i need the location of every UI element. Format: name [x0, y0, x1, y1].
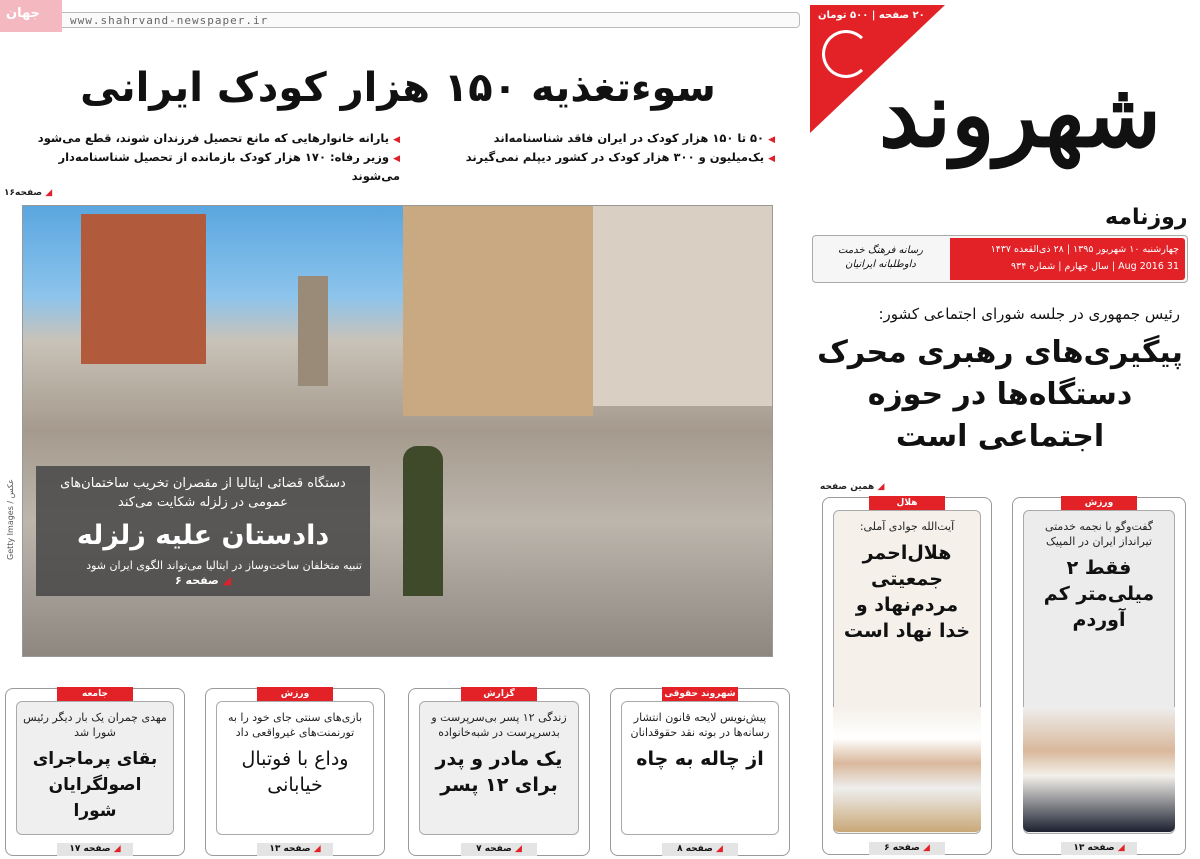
bottom-card[interactable] — [408, 688, 590, 856]
bottom-card[interactable] — [205, 688, 385, 856]
page-ref[interactable]: ◢ صفحه ۶ — [869, 842, 945, 855]
card-label: هلال — [869, 496, 945, 510]
card-kicker: مهدی چمران یک بار دیگر رئیس شورا شد — [23, 711, 167, 739]
lead-kicker: رئیس جمهوری در جلسه شورای اجتماعی کشور: — [878, 305, 1180, 323]
building — [403, 206, 593, 416]
side-card[interactable] — [822, 497, 992, 855]
page-ref[interactable]: ◢ صفحه ۱۳ — [257, 843, 333, 856]
tagline: رسانه فرهنگ خدمت داوطلبانه ایرانیان — [838, 245, 923, 270]
building — [593, 206, 773, 406]
logo-prefix: روزنامه — [1105, 205, 1188, 230]
website-url[interactable]: www.shahrvand-newspaper.ir — [70, 14, 269, 27]
card-title: وداع با فوتبال خیابانی — [241, 748, 349, 796]
card-kicker: زندگی ۱۲ پسر بی‌سرپرست و بدسرپرست در شبه‌خانواده — [431, 711, 567, 739]
subpoint: ◀ وزیر رفاه: ۱۷۰ هزار کودک بازمانده از تحصیل شناسنامه‌دار می‌شوند — [20, 149, 400, 185]
watermark-logo: جهان — [0, 0, 62, 32]
caption-sub: تنبیه متخلفان ساخت‌وساز در ایتالیا می‌تواند الگوی ایران شود — [86, 559, 362, 572]
caption-kicker: دستگاه قضائی ایتالیا از مقصران تخریب ساختمان‌های عمومی در زلزله شکایت می‌کند — [60, 476, 346, 510]
page-ref[interactable]: ◢ صفحه ۸ — [662, 843, 738, 856]
card-kicker: پیش‌نویس لایحه قانون انتشار رسانه‌ها در بوته نقد حقوقدانان — [630, 711, 770, 739]
card-label: گزارش — [461, 687, 537, 701]
price-info: ۲۰ صفحه | ۵۰۰ تومان — [818, 10, 925, 21]
main-headline[interactable]: سوءتغذیه ۱۵۰ هزار کودک ایرانی — [80, 65, 716, 111]
bottom-card[interactable] — [610, 688, 790, 856]
subpoint: ◀ یک‌میلیون و ۳۰۰ هزار کودک در کشور دیپلم نمی‌گیرند — [410, 149, 775, 168]
card-title: بقای پرماجرای اصولگرایان شورا — [32, 749, 158, 821]
date-line: چهارشنبه ۱۰ شهریور ۱۳۹۵ | ۲۸ ذی‌القعده ۱۴۳۷ — [990, 244, 1179, 255]
caption-title: دادستان علیه زلزله — [76, 520, 330, 551]
photo-credit: Getty Images / عکس — [6, 478, 15, 560]
man-walking — [403, 446, 443, 596]
subpoints-right — [410, 130, 775, 168]
card-kicker: آیت‌الله جوادی آملی: — [859, 520, 955, 533]
cleric-photo — [833, 707, 981, 832]
page-ref[interactable]: ◢ صفحه ۱۷ — [57, 843, 133, 856]
page-ref[interactable]: ◢ صفحه ۷ — [461, 843, 537, 856]
subpoint: ◀ یارانه خانوارهایی که مانع تحصیل فرزندان شوند، قطع می‌شود — [20, 130, 400, 149]
side-card[interactable] — [1012, 497, 1186, 855]
card-kicker: گفت‌وگو با نجمه خدمتی تیرانداز ایران در المپیک — [1044, 520, 1154, 548]
card-title: فقط ۲ میلی‌متر کم آوردم — [1043, 557, 1155, 631]
subpoints-left — [20, 130, 400, 185]
page-ref[interactable]: ◢ صفحه ۱۳ — [1061, 842, 1137, 855]
card-kicker: بازی‌های سنتی جای خود را به تورنمنت‌های غیرواقعی داد — [227, 711, 363, 739]
issue-line: 31 Aug 2016 | سال چهارم | شماره ۹۳۴ — [1011, 261, 1179, 272]
page-ref[interactable]: ◢ صفحه۱۶ — [4, 188, 52, 198]
card-title: از چاله به چاه — [636, 748, 764, 770]
photo-caption[interactable] — [36, 466, 370, 596]
card-title: هلال‌احمر جمعیتی مردم‌نهاد و خدا نهاد است — [843, 542, 971, 642]
page-ref[interactable]: ◢ همین صفحه — [820, 482, 884, 492]
card-label: جامعه — [57, 687, 133, 701]
page-ref[interactable]: ◢ صفحه ۶ — [44, 573, 362, 588]
newspaper-logo[interactable]: شهروند — [878, 62, 1162, 168]
subpoint: ◀ ۵۰ تا ۱۵۰ هزار کودک در ایران فاقد شناسنامه‌اند — [410, 130, 775, 149]
bottom-card[interactable] — [5, 688, 185, 856]
card-title: یک مادر و پدر برای ۱۲ پسر — [435, 748, 563, 796]
athlete-photo — [1023, 707, 1175, 832]
building — [81, 214, 206, 364]
lead-headline[interactable]: پیگیری‌های رهبری محرک دستگاه‌ها در حوزه اجتماعی است — [817, 335, 1183, 454]
card-label: شهروند حقوقی — [662, 687, 738, 701]
clock-tower — [298, 276, 328, 386]
card-label: ورزش — [1061, 496, 1137, 510]
card-label: ورزش — [257, 687, 333, 701]
date-box — [950, 238, 1185, 280]
